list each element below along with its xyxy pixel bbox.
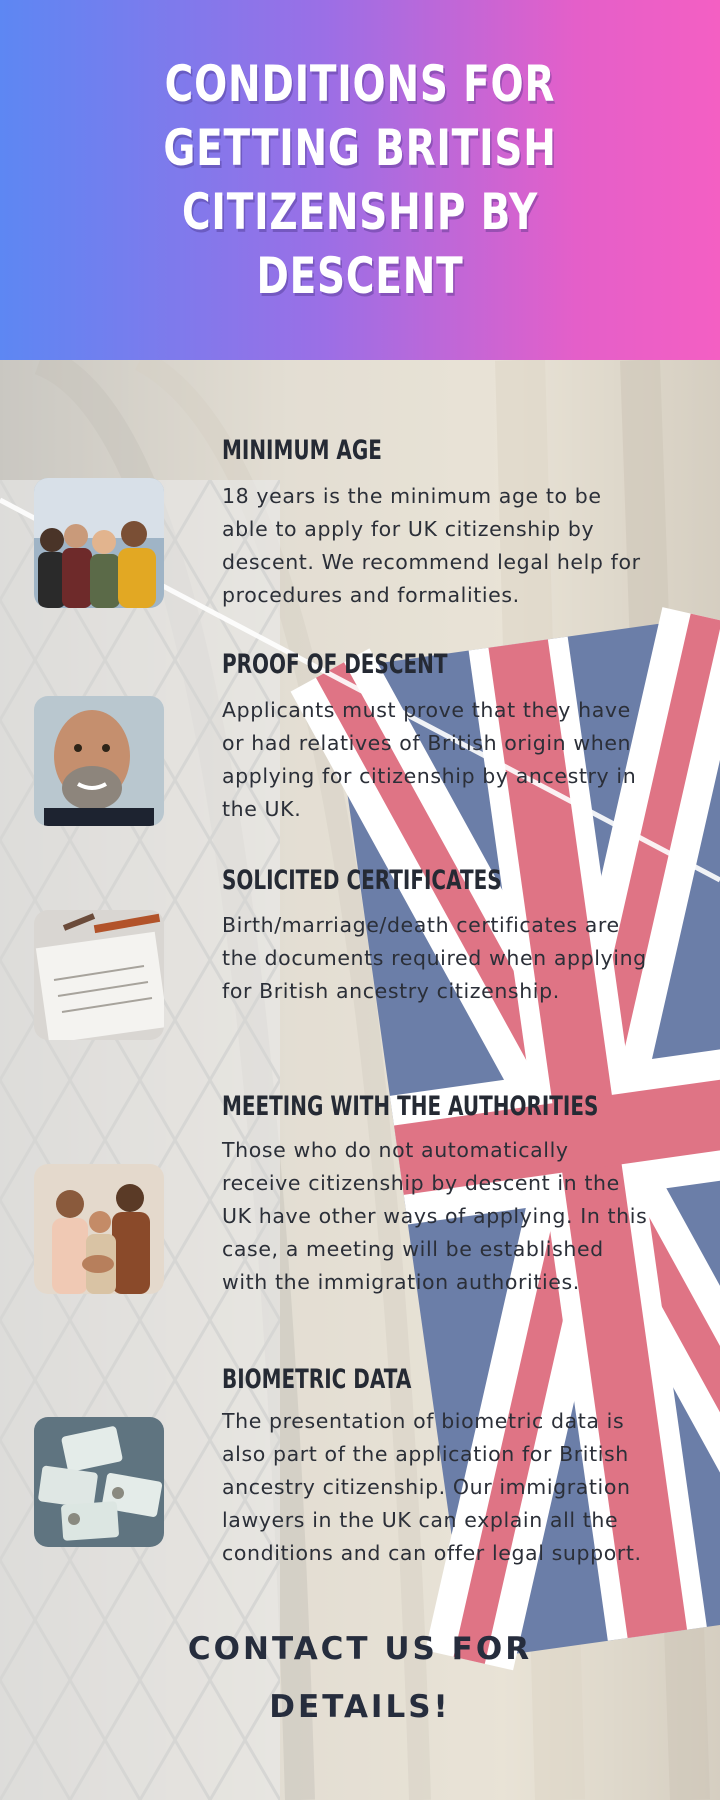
section-text-minimum-age: 18 years is the minimum age to be able to apply for UK citizenship by descent. We recommend legal help for procedures and formalities. [222, 484, 641, 607]
section-title-biometric-data: BIOMETRIC DATA [222, 1364, 412, 1395]
section-text-proof-of-descent: Applicants must prove that they have or had relatives of British origin when applying for citizenship by ancestry in the UK. [222, 698, 637, 821]
section-text-meeting-with-authorities: Those who do not automatically receive citizenship by descent in the UK have other ways of applying. In this case, a meeting will be established with the immigration authorities. [222, 1138, 648, 1294]
section-title-solicited-certificates: SOLICITED CERTIFICATES [222, 865, 502, 896]
page-title: CONDITIONS FOR GETTING BRITISH CITIZENSHIP BY DESCENT [163, 55, 557, 305]
certificate-document-photo [34, 910, 164, 1040]
section-title-meeting-with-authorities: MEETING WITH THE AUTHORITIES [222, 1091, 599, 1122]
section-title-proof-of-descent: PROOF OF DESCENT [222, 649, 448, 680]
section-title-minimum-age: MINIMUM AGE [222, 435, 382, 466]
bearded-man-portrait-photo [34, 696, 164, 826]
section-text-solicited-certificates: Birth/marriage/death certificates are the documents required when applying for British ancestry citizenship. [222, 913, 647, 1003]
section-text-biometric-data: The presentation of biometric data is also part of the application for British ancestry citizenship. Our immigration lawyers in the UK can explain all the conditions and can offer legal support. [222, 1409, 642, 1565]
header-banner [0, 0, 720, 360]
meeting-handshake-photo [34, 1164, 164, 1294]
group-of-friends-photo [34, 478, 164, 608]
contact-cta-text: CONTACT US FOR DETAILS! [187, 1631, 533, 1725]
id-cards-photo [34, 1417, 164, 1547]
